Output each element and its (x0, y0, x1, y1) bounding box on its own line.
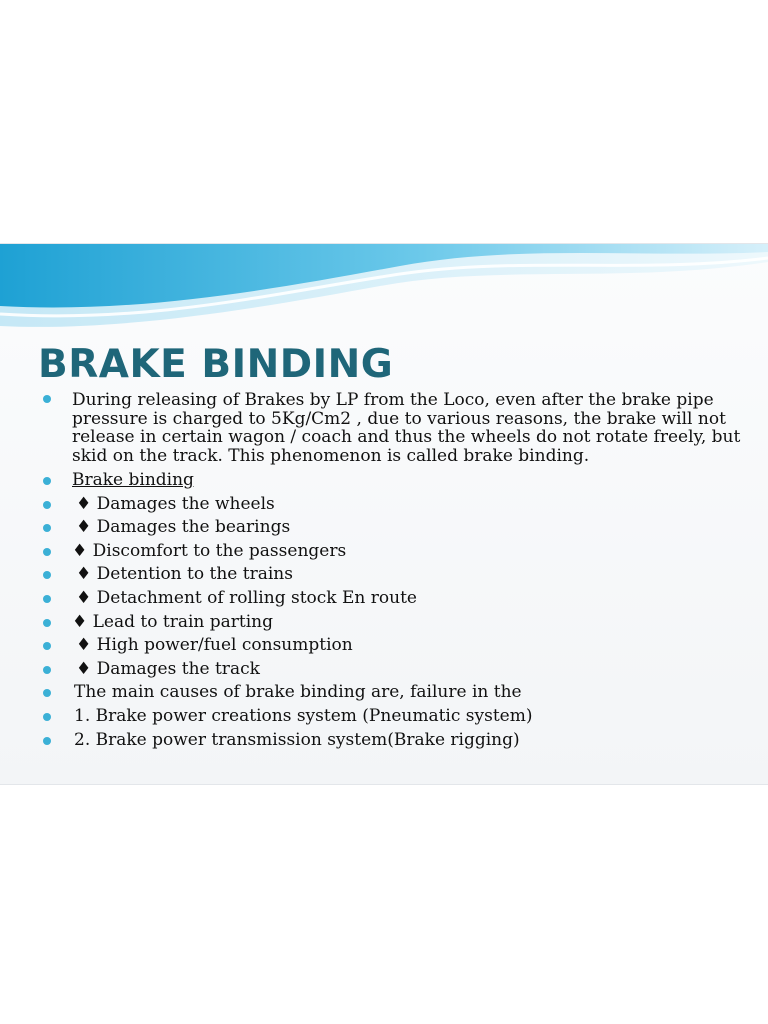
list-item-text: ♦ Damages the wheels (76, 493, 275, 514)
list-item-text: ♦ High power/fuel consumption (76, 635, 353, 656)
bullet-dot-icon (43, 595, 51, 603)
list-item (42, 389, 742, 469)
bullet-dot-icon (43, 737, 51, 745)
list-item (42, 516, 742, 540)
bullet-dot-icon (43, 713, 51, 721)
slide-title: BRAKE BINDING (38, 342, 394, 387)
bullet-dot-icon (43, 642, 51, 650)
list-item (42, 705, 742, 729)
list-item-text: ♦ Damages the bearings (76, 517, 291, 538)
list-item-text: ♦ Discomfort to the passengers (72, 540, 347, 561)
list-item-text: ♦ Detention to the trains (76, 564, 293, 585)
list-item-text: ♦ Lead to train parting (72, 611, 274, 632)
bullet-dot-icon (43, 619, 51, 627)
list-item (42, 540, 742, 564)
bullet-dot-icon (43, 548, 51, 556)
list-item-text: During releasing of Brakes by LP from the Loco, even after the brake pipe pressure is charged to 5Kg/Cm2 , due to various reasons, the brake will not release in certain wagon / coach and thus the wheels do not rotate freely, but skid on the track. This phenomenon is called brake binding. (72, 390, 741, 466)
list-item (42, 587, 742, 611)
list-item-text: 2. Brake power transmission system(Brake rigging) (74, 729, 520, 750)
list-item-text: ♦ Damages the track (76, 658, 260, 679)
bullet-dot-icon (43, 501, 51, 509)
list-item-text: 1. Brake power creations system (Pneumatic system) (74, 705, 533, 726)
list-item-text: ♦ Detachment of rolling stock En route (76, 587, 417, 608)
list-item (42, 611, 742, 635)
bullet-dot-icon (43, 666, 51, 674)
list-item (42, 493, 742, 517)
list-item (42, 634, 742, 658)
list-item (42, 658, 742, 682)
list-item-text: Brake binding (72, 470, 194, 490)
bullet-list (42, 389, 742, 752)
bullet-dot-icon (43, 477, 51, 485)
list-item (42, 681, 742, 705)
list-item (42, 469, 742, 493)
list-item (42, 729, 742, 753)
list-item-text: The main causes of brake binding are, failure in the (74, 682, 522, 703)
list-item (42, 563, 742, 587)
bullet-dot-icon (43, 689, 51, 697)
bullet-dot-icon (43, 571, 51, 579)
bullet-dot-icon (43, 395, 51, 403)
bullet-dot-icon (43, 524, 51, 532)
slide (0, 243, 768, 785)
